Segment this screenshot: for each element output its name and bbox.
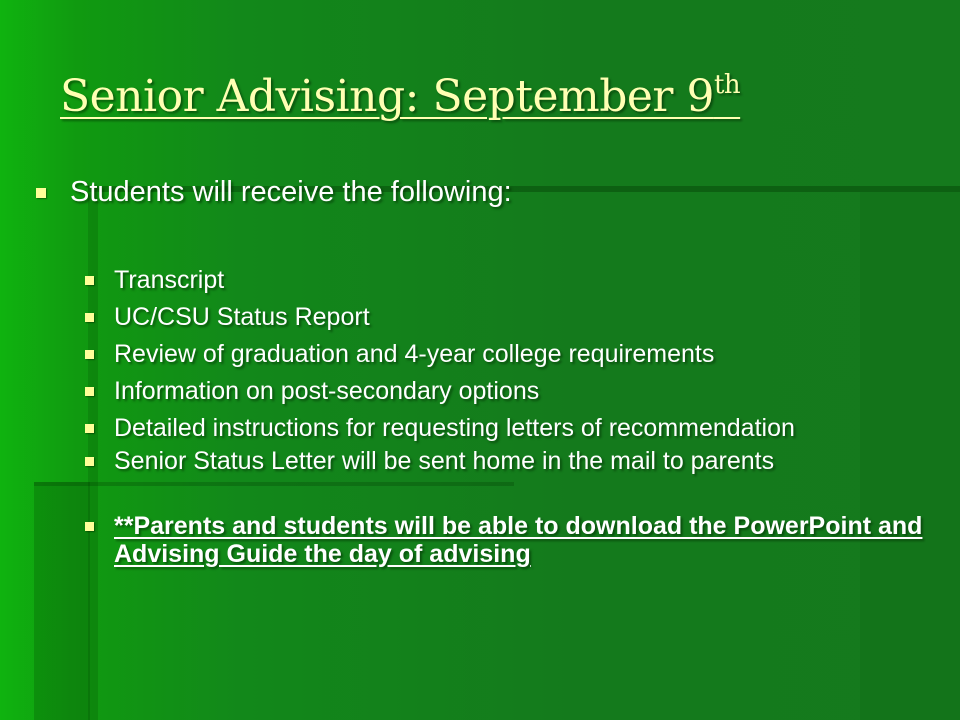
list-item-highlighted [84,512,924,568]
square-bullet-icon [85,350,94,359]
square-bullet-icon [85,424,94,433]
list-item [84,303,924,331]
main-bullet [36,176,512,209]
slide-title-text: Senior Advising: September 9 [60,71,714,122]
slide-title-superscript: th [713,70,741,100]
list-item-text: Review of graduation and 4-year college requirements [114,340,715,368]
sub-bullet-list [84,266,924,577]
list-item-text: **Parents and students will be able to download the PowerPoint and Advising Guide the day of advising [114,512,923,568]
list-item [84,266,924,294]
square-bullet-icon [85,387,94,396]
square-bullet-icon [85,276,94,285]
list-item-text: Detailed instructions for requesting letters of recommendation [114,414,795,442]
list-item [84,414,924,442]
list-item [84,377,924,405]
square-bullet-icon [36,188,46,198]
slide-title [60,70,740,122]
decorative-band [34,482,90,720]
square-bullet-icon [85,313,94,322]
list-item [84,340,924,368]
list-item-text: Senior Status Letter will be sent home in the mail to parents [114,447,775,475]
list-item-text: UC/CSU Status Report [114,303,370,331]
list-item-text: Information on post-secondary options [114,377,540,405]
list-item [84,447,924,475]
list-item-text: Transcript [114,266,225,294]
square-bullet-icon [85,457,94,466]
main-bullet-text: Students will receive the following: [70,176,512,208]
square-bullet-icon [85,522,94,531]
